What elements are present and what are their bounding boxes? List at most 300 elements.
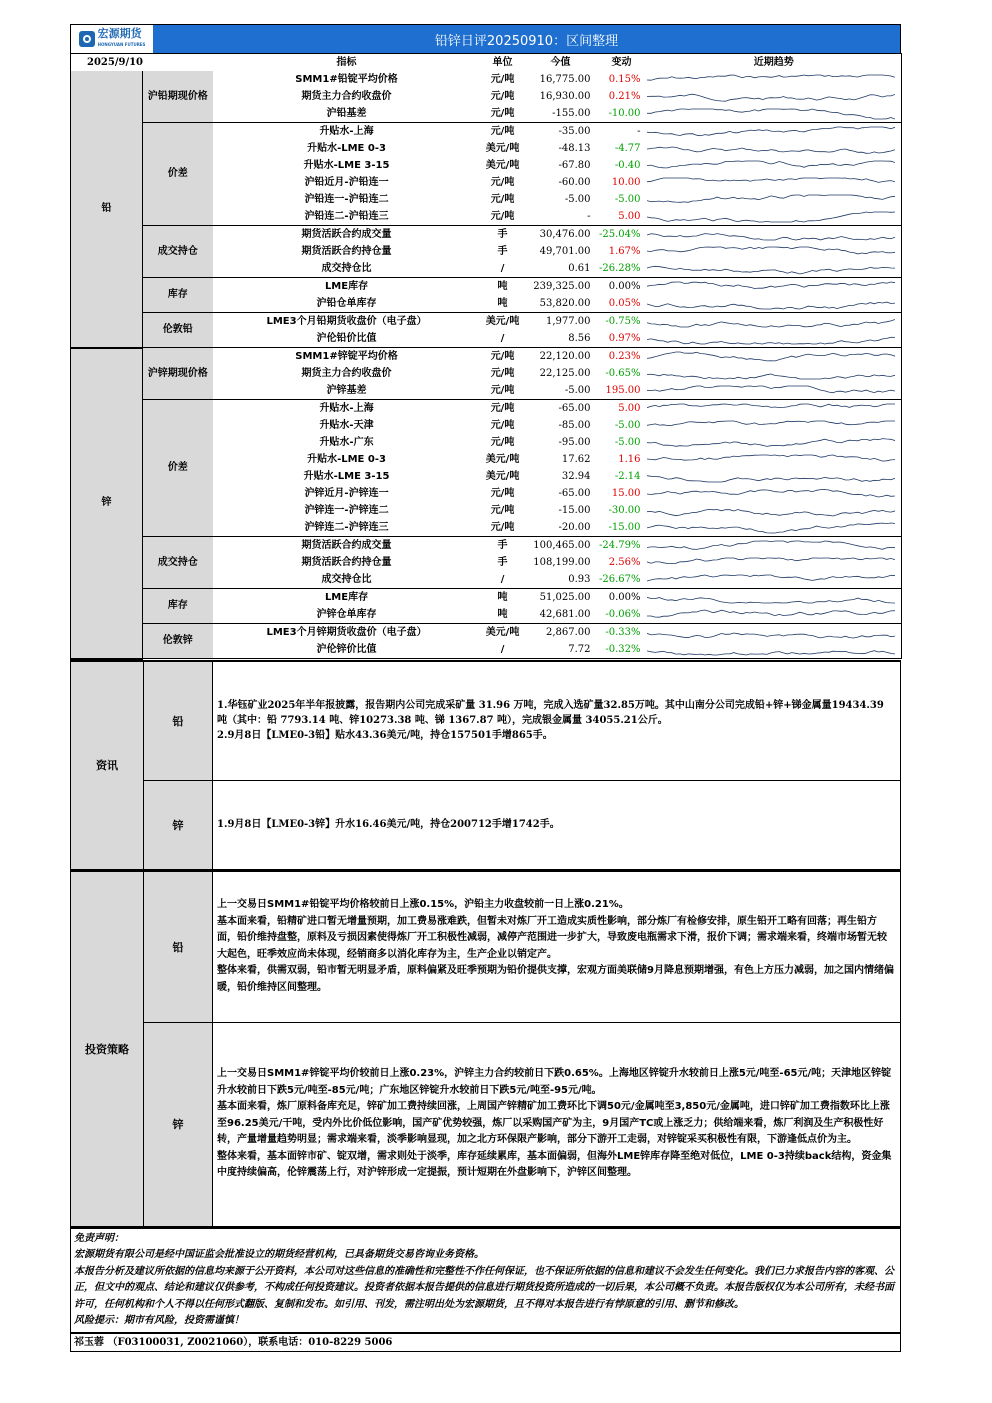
value-cell: 16,775.00 — [539, 73, 591, 85]
sparkline-path — [647, 178, 895, 182]
sparkline-svg — [647, 331, 895, 347]
indicator-name: 期货活跃合约成交量 — [301, 539, 392, 551]
trend-sparkline — [647, 417, 902, 434]
sparkline-path — [647, 374, 895, 379]
header-change: 变动 — [597, 54, 647, 72]
value-cell: 32.94 — [561, 470, 591, 482]
sparkline-path — [647, 352, 895, 361]
trend-sparkline — [647, 554, 902, 571]
news-zinc-line: 1.9月8日【LME0-3锌】升水16.46美元/吨，持仓200712手增1742手。 — [217, 819, 560, 830]
value-cell: 30,476.00 — [539, 228, 591, 240]
unit-cell: 元/吨 — [481, 105, 525, 123]
sparkline-svg — [647, 469, 895, 485]
sparkline-path — [647, 541, 895, 549]
trend-sparkline — [647, 400, 902, 418]
indicator-name: 沪锌连一-沪锌连二 — [304, 504, 389, 516]
group-label: 库存 — [143, 278, 213, 313]
value-cell: 16,930.00 — [539, 90, 591, 102]
trend-sparkline — [647, 571, 902, 589]
trend-sparkline — [647, 365, 902, 382]
header-unit: 单位 — [481, 54, 525, 72]
change-cell: 0.05% — [597, 295, 647, 313]
value-cell: -15.00 — [558, 504, 591, 516]
trend-sparkline — [647, 88, 902, 105]
sparkline-svg — [647, 244, 895, 260]
sparkline-svg — [647, 383, 895, 399]
unit-cell: 手 — [497, 539, 508, 551]
indicator-name: 期货主力合约收盘价 — [301, 90, 392, 102]
change-cell: -0.06% — [597, 606, 647, 624]
group-label: 伦敦铅 — [143, 313, 213, 348]
indicator-name: 期货活跃合约持仓量 — [301, 556, 392, 568]
change-cell: 5.00 — [597, 208, 647, 226]
unit-cell: 元/吨 — [490, 90, 515, 102]
change-cell: -25.04% — [599, 228, 641, 240]
unit-cell: 元/吨 — [490, 350, 515, 362]
news-lead — [144, 662, 900, 781]
strategy-zinc-line: 上一交易日SMM1#锌锭平均价较前日上涨0.23%，沪锌主力合约较前日下跌0.65%。上海地区锌锭升水较前日上涨5元/吨至-65元/吨；天津地区锌锭升水较前日下跌5元/吨至-85元/吨；广东地区锌锭升水较前日下跌5元/吨至-95元/吨。 — [217, 1068, 892, 1096]
trend-sparkline — [647, 226, 902, 244]
change-cell: -24.79% — [599, 539, 641, 551]
value-cell: -5.00 — [525, 382, 597, 400]
trend-sparkline — [647, 243, 902, 260]
trend-sparkline — [647, 348, 902, 366]
value-cell: -155.00 — [525, 105, 597, 123]
sparkline-svg — [647, 607, 895, 623]
indicator-name: 升贴水-LME 0-3 — [307, 453, 386, 465]
trend-sparkline — [647, 589, 902, 607]
indicator-name: 升贴水-天津 — [319, 419, 374, 431]
strategy-lead-line: 上一交易日SMM1#铅锭平均价格较前日上涨0.15%，沪铅主力收盘较前一日上涨0.21%。 — [217, 899, 629, 910]
sparkline-svg — [647, 89, 895, 105]
indicator-name: 期货活跃合约成交量 — [301, 228, 392, 240]
value-cell: 0.93 — [525, 571, 597, 589]
sparkline-svg — [647, 642, 895, 658]
value-cell: 7.72 — [525, 641, 597, 659]
group-label: 伦敦锌 — [143, 624, 213, 659]
trend-sparkline — [647, 330, 902, 348]
unit-cell: 吨 — [497, 591, 508, 603]
unit-cell: / — [481, 260, 525, 278]
sparkline-svg — [647, 452, 895, 468]
news-lead-line: 1.华钰矿业2025年半年报披露，报告期内公司完成采矿量 31.96 万吨，完成入选矿量32.85万吨。其中山南分公司完成铅+锌+锑金属量19434.39 吨（其中：铅 7793.14 吨、锌10273.38 吨、锑 1367.87 吨），完成银金属量 34055.21公斤。 — [217, 700, 884, 726]
unit-cell: 手 — [497, 245, 508, 257]
indicator-name: LME3个月铅期货收盘价（电子盘） — [266, 315, 427, 327]
sparkline-svg — [647, 175, 895, 191]
value-cell: -67.80 — [558, 159, 591, 171]
trend-sparkline — [647, 502, 902, 519]
strategy-lead-label: 铅 — [144, 872, 213, 1022]
header-indicator: 指标 — [213, 54, 481, 72]
unit-cell: 美元/吨 — [485, 142, 520, 154]
unit-cell: 手 — [497, 228, 508, 240]
value-cell: -85.00 — [558, 419, 591, 431]
news-section — [70, 660, 901, 870]
table-row — [71, 123, 902, 141]
unit-cell: 美元/吨 — [485, 159, 520, 171]
trend-sparkline — [647, 382, 902, 400]
value-cell: -95.00 — [558, 436, 591, 448]
news-zinc — [144, 781, 900, 869]
report — [70, 24, 901, 1352]
change-cell: 0.21% — [608, 90, 641, 102]
table-row — [71, 71, 902, 88]
change-cell: 2.56% — [608, 556, 641, 568]
sparkline-svg — [647, 418, 895, 434]
unit-cell: 元/吨 — [490, 193, 515, 205]
value-cell: 49,701.00 — [539, 245, 591, 257]
sparkline-svg — [647, 538, 895, 554]
trend-sparkline — [647, 451, 902, 468]
unit-cell: 美元/吨 — [485, 453, 520, 465]
trend-sparkline — [647, 606, 902, 624]
trend-sparkline — [647, 174, 902, 191]
group-label: 沪锌期现价格 — [143, 348, 213, 400]
indicator-name: 沪锌基差 — [213, 382, 481, 400]
sparkline-path — [647, 233, 895, 239]
sparkline-svg — [647, 106, 895, 122]
trend-sparkline — [647, 468, 902, 485]
indicator-name: 沪铅仓单库存 — [213, 295, 481, 313]
unit-cell: 元/吨 — [490, 436, 515, 448]
unit-cell: 元/吨 — [481, 382, 525, 400]
section-label: 锌 — [71, 348, 143, 659]
sparkline-path — [647, 302, 895, 309]
sparkline-svg — [647, 520, 895, 536]
sparkline-path — [647, 147, 895, 153]
indicator-name: 升贴水-上海 — [319, 402, 374, 414]
indicator-name: 沪铅连一-沪铅连二 — [304, 193, 389, 205]
change-cell: -0.40 — [614, 159, 641, 171]
value-cell: -35.00 — [558, 125, 591, 137]
change-cell: 15.00 — [611, 487, 641, 499]
news-lead-label: 铅 — [144, 662, 213, 780]
trend-sparkline — [647, 485, 902, 502]
risk-warning: 风险提示：期市有风险，投资需谨慎！ — [74, 1315, 244, 1326]
change-cell: - — [637, 125, 641, 137]
value-cell: 0.61 — [525, 260, 597, 278]
sparkline-svg — [647, 209, 895, 225]
sparkline-svg — [647, 625, 895, 641]
indicator-name: 升贴水-LME 3-15 — [303, 470, 390, 482]
indicator-name: LME库存 — [324, 280, 369, 292]
sparkline-path — [647, 633, 895, 638]
table-row — [71, 313, 902, 331]
value-cell: 17.62 — [561, 453, 591, 465]
change-cell: -2.14 — [614, 470, 641, 482]
trend-sparkline — [647, 313, 902, 331]
sparkline-path — [647, 212, 895, 222]
table-header — [71, 54, 902, 72]
strategy-lead-line: 整体来看，供需双弱，铅市暂无明显矛盾，原料偏紧及旺季预期为铅价提供支撑，宏观方面美联储9月降息预期增强，有色上方压力减弱，加之国内情绪偏暖，铅价维持区间整理。 — [217, 965, 894, 993]
header-value: 今值 — [525, 54, 597, 72]
change-cell: -4.77 — [614, 142, 641, 154]
value-cell: 51,025.00 — [539, 591, 591, 603]
value-cell: -5.00 — [564, 193, 591, 205]
sparkline-svg — [647, 555, 895, 571]
value-cell: 22,125.00 — [539, 367, 591, 379]
sparkline-path — [647, 337, 895, 344]
value-cell: -20.00 — [525, 519, 597, 537]
sparkline-svg — [647, 158, 895, 174]
sparkline-svg — [647, 296, 895, 312]
table-row — [71, 589, 902, 607]
header-trend: 近期趋势 — [647, 54, 902, 72]
strategy-zinc-line: 整体来看，基本面锌市矿、锭双增，需求则处于淡季，库存延续累库，基本面偏弱，但海外LME锌库存降至绝对低位，LME 0-3持续back结构，资金集中度持续偏高，伦锌震荡上行，对沪锌形成一定提振，预计短期在外盘影响下，沪锌区间整理。 — [217, 1150, 892, 1179]
sparkline-path — [647, 75, 895, 80]
indicator-name: 期货主力合约收盘价 — [301, 367, 392, 379]
sparkline-path — [647, 455, 895, 461]
disclaimer-title: 免责声明： — [74, 1232, 124, 1244]
sparkline-svg — [647, 72, 895, 88]
brand-name: 宏源期货 — [97, 27, 142, 40]
sparkline-path — [647, 404, 895, 408]
sparkline-path — [647, 109, 895, 119]
unit-cell: 元/吨 — [490, 73, 515, 85]
group-label: 价差 — [143, 400, 213, 537]
strategy-lead-line: 基本面来看，铅精矿进口暂无增量预期，加工费易涨难跌，但暂未对炼厂开工造成实质性影响，部分炼厂有检修安排，原生铅开工略有回落；再生铅方面，铅价维持盘整，原料及亏损因素使得炼厂开工积极性减弱，减停产范围进一步扩大，导致废电瓶需求下滑，报价下调；需求端来看，终端市场暂无较大起色，旺季效应尚未体现，经销商多以消化库存为主，生产企业以销定产。 — [217, 915, 887, 960]
indicator-name: SMM1#铅锭平均价格 — [295, 73, 398, 85]
table-row — [71, 226, 902, 244]
change-cell: 5.00 — [618, 402, 641, 414]
table-row — [71, 278, 902, 296]
trend-sparkline — [647, 295, 902, 313]
value-cell: -65.00 — [558, 402, 591, 414]
indicator-name: LME库存 — [324, 591, 369, 603]
trend-sparkline — [647, 140, 902, 157]
change-cell: -26.28% — [597, 260, 647, 278]
disclaimer-line: 本报告分析及建议所依据的信息均来源于公开资料，本公司对这些信息的准确性和完整性不作任何保证，也不保证所依据的信息和建议不会发生任何变化。我们已力求报告内容的客观、公正，但文中的观点、结论和建议仅供参考，不构成任何投资建议。投资者依据本报告提供的信息进行期货投资所造成的一切后果，本公司概不负责。本报告版权仅为本公司所有，未经书面许可，任何机构和个人不得以任何形式翻版、复制和发布。如引用、刊发，需注明出处为宏源期货，且不得对本报告进行有悖原意的引用、删节和修改。 — [74, 1265, 894, 1310]
news-lead-line: 2.9月8日【LME0-3铅】贴水43.36美元/吨，持仓157501手增865手。 — [217, 730, 553, 741]
sparkline-svg — [647, 590, 895, 606]
change-cell: 0.15% — [608, 73, 641, 85]
unit-cell: 吨 — [497, 280, 508, 292]
unit-cell: 元/吨 — [490, 176, 515, 188]
unit-cell: 吨 — [481, 606, 525, 624]
sparkline-path — [647, 438, 895, 446]
trend-sparkline — [647, 123, 902, 141]
value-cell: 8.56 — [525, 330, 597, 348]
unit-cell: 元/吨 — [490, 402, 515, 414]
change-cell: 1.16 — [618, 453, 641, 465]
change-cell: 10.00 — [611, 176, 641, 188]
sparkline-svg — [647, 124, 895, 140]
report-date: 2025/9/10 — [71, 54, 213, 72]
change-cell: -0.33% — [605, 626, 641, 638]
indicator-name: 沪伦铅价比值 — [213, 330, 481, 348]
indicator-name: 升贴水-广东 — [319, 436, 374, 448]
table-row — [71, 400, 902, 418]
change-cell: 0.23% — [608, 350, 641, 362]
unit-cell: 美元/吨 — [485, 626, 520, 638]
strategy-label: 投资策略 — [71, 872, 144, 1226]
unit-cell: 元/吨 — [481, 208, 525, 226]
sparkline-path — [647, 523, 895, 533]
indicator-name: 沪铅基差 — [213, 105, 481, 123]
unit-cell: 元/吨 — [490, 419, 515, 431]
trend-sparkline — [647, 537, 902, 555]
unit-cell: 美元/吨 — [485, 315, 520, 327]
table-row — [71, 348, 902, 366]
unit-cell: 元/吨 — [481, 519, 525, 537]
change-cell: 0.97% — [597, 330, 647, 348]
indicator-name: 升贴水-上海 — [319, 125, 374, 137]
indicator-name: 沪铅近月-沪铅连一 — [304, 176, 389, 188]
indicator-name: 沪锌连二-沪锌连三 — [213, 519, 481, 537]
change-cell: -0.65% — [605, 367, 641, 379]
change-cell: -5.00 — [614, 193, 641, 205]
sparkline-svg — [647, 486, 895, 502]
sparkline-path — [647, 475, 895, 481]
sparkline-svg — [647, 141, 895, 157]
value-cell: 239,325.00 — [533, 280, 591, 292]
sparkline-svg — [647, 435, 895, 451]
strategy-zinc-line: 基本面来看，炼厂原料备库充足，锌矿加工费持续回涨，上周国产锌精矿加工费环比下调50元/金属吨至3,850元/金属吨，进口锌矿加工费指数环比上涨至96.25美元/干吨，受内外比价低位影响，国产矿优势较强，炼厂以采购国产矿为主，9月国产TC或上涨乏力；供给端来看，炼厂利润及生产积极性好转，产量增量趋势明显；需求端来看，淡季影响显现，加之北方环保限产影响，部分下游开工走弱，对锌锭采买积极性有限，下游逢低点价为主。 — [217, 1101, 890, 1146]
sparkline-path — [647, 575, 895, 581]
brand-en: HONGYUAN FUTURES — [97, 42, 146, 47]
sparkline-svg — [647, 503, 895, 519]
trend-sparkline — [647, 519, 902, 537]
disclaimer — [70, 1227, 901, 1333]
value-cell: 2,867.00 — [545, 626, 591, 638]
trend-sparkline — [647, 71, 902, 88]
value-cell: -48.13 — [558, 142, 591, 154]
trend-sparkline — [647, 105, 902, 123]
strategy-zinc — [144, 1023, 900, 1226]
change-cell: -30.00 — [608, 504, 641, 516]
value-cell: 53,820.00 — [525, 295, 597, 313]
sparkline-svg — [647, 192, 895, 208]
sparkline-path — [647, 558, 895, 564]
sparkline-path — [647, 489, 895, 497]
unit-cell: 手 — [497, 556, 508, 568]
sparkline-path — [647, 127, 895, 136]
logo-icon — [79, 31, 95, 47]
trend-sparkline — [647, 208, 902, 226]
sparkline-path — [647, 161, 895, 168]
strategy-lead — [144, 872, 900, 1023]
indicator-name: 沪锌仓单库存 — [213, 606, 481, 624]
sparkline-svg — [647, 572, 895, 588]
change-cell: 1.67% — [608, 245, 641, 257]
indicator-name: 期货活跃合约持仓量 — [301, 245, 392, 257]
trend-sparkline — [647, 434, 902, 451]
change-cell: -26.67% — [597, 571, 647, 589]
group-label: 沪铅期现价格 — [143, 71, 213, 123]
unit-cell: 元/吨 — [490, 504, 515, 516]
change-cell: -15.00 — [597, 519, 647, 537]
section-label: 铅 — [71, 71, 143, 348]
table-row — [71, 624, 902, 642]
sparkline-path — [647, 319, 895, 327]
sparkline-svg — [647, 314, 895, 330]
change-cell: 0.00% — [608, 280, 641, 292]
unit-cell: / — [481, 330, 525, 348]
change-cell: -0.75% — [605, 315, 641, 327]
value-cell: -65.00 — [558, 487, 591, 499]
unit-cell: 元/吨 — [490, 367, 515, 379]
trend-sparkline — [647, 641, 902, 659]
indicator-name: SMM1#锌锭平均价格 — [295, 350, 398, 362]
change-cell: 195.00 — [597, 382, 647, 400]
sparkline-path — [647, 610, 895, 617]
group-label: 价差 — [143, 123, 213, 226]
brand-logo — [71, 25, 153, 53]
table-row — [71, 537, 902, 555]
indicator-name: 沪伦锌价比值 — [213, 641, 481, 659]
value-cell: 42,681.00 — [525, 606, 597, 624]
analyst-contact: 祁玉蓉 （F03100031, Z0021060），联系电话：010-8229 5006 — [70, 1333, 901, 1352]
unit-cell: 元/吨 — [490, 125, 515, 137]
unit-cell: 吨 — [481, 295, 525, 313]
unit-cell: / — [481, 641, 525, 659]
change-cell: -0.32% — [597, 641, 647, 659]
change-cell: -10.00 — [597, 105, 647, 123]
indicator-name: 升贴水-LME 3-15 — [303, 159, 390, 171]
sparkline-svg — [647, 279, 895, 295]
trend-sparkline — [647, 157, 902, 174]
sparkline-path — [647, 597, 895, 603]
sparkline-path — [647, 421, 895, 426]
sparkline-svg — [647, 261, 895, 277]
data-table — [70, 53, 902, 660]
indicator-name: 沪锌近月-沪锌连一 — [304, 487, 389, 499]
indicator-name: LME3个月锌期货收盘价（电子盘） — [266, 626, 427, 638]
sparkline-svg — [647, 227, 895, 243]
sparkline-svg — [647, 349, 895, 365]
value-cell: 22,120.00 — [539, 350, 591, 362]
unit-cell: 美元/吨 — [485, 470, 520, 482]
report-banner — [70, 24, 901, 53]
value-cell: 100,465.00 — [533, 539, 591, 551]
trend-sparkline — [647, 278, 902, 296]
change-cell: -5.00 — [614, 419, 641, 431]
change-cell: -5.00 — [614, 436, 641, 448]
indicator-name: 升贴水-LME 0-3 — [307, 142, 386, 154]
sparkline-svg — [647, 401, 895, 417]
indicator-name: 成交持仓比 — [213, 571, 481, 589]
trend-sparkline — [647, 260, 902, 278]
group-label: 成交持仓 — [143, 226, 213, 278]
sparkline-path — [647, 650, 895, 654]
group-label: 成交持仓 — [143, 537, 213, 589]
sparkline-path — [647, 247, 895, 254]
indicator-name: 成交持仓比 — [213, 260, 481, 278]
sparkline-path — [647, 94, 895, 101]
sparkline-path — [647, 282, 895, 289]
change-cell: 0.00% — [608, 591, 641, 603]
strategy-section — [70, 870, 901, 1227]
sparkline-path — [647, 386, 895, 393]
value-cell: -60.00 — [558, 176, 591, 188]
unit-cell: / — [481, 571, 525, 589]
value-cell: 108,199.00 — [533, 556, 591, 568]
indicator-name: 沪铅连二-沪铅连三 — [213, 208, 481, 226]
value-cell: 1,977.00 — [545, 315, 591, 327]
disclaimer-line: 宏源期货有限公司是经中国证监会批准设立的期货经营机构，已具备期货交易咨询业务资格。 — [74, 1249, 484, 1260]
sparkline-path — [647, 195, 895, 202]
sparkline-svg — [647, 366, 895, 382]
news-label: 资讯 — [71, 662, 144, 869]
trend-sparkline — [647, 624, 902, 642]
news-zinc-label: 锌 — [144, 781, 213, 869]
sparkline-path — [647, 509, 895, 516]
sparkline-path — [647, 266, 895, 274]
group-label: 库存 — [143, 589, 213, 624]
report-title: 铅锌日评20250910：区间整理 — [153, 25, 900, 53]
strategy-zinc-label: 锌 — [144, 1023, 213, 1226]
value-cell: - — [525, 208, 597, 226]
